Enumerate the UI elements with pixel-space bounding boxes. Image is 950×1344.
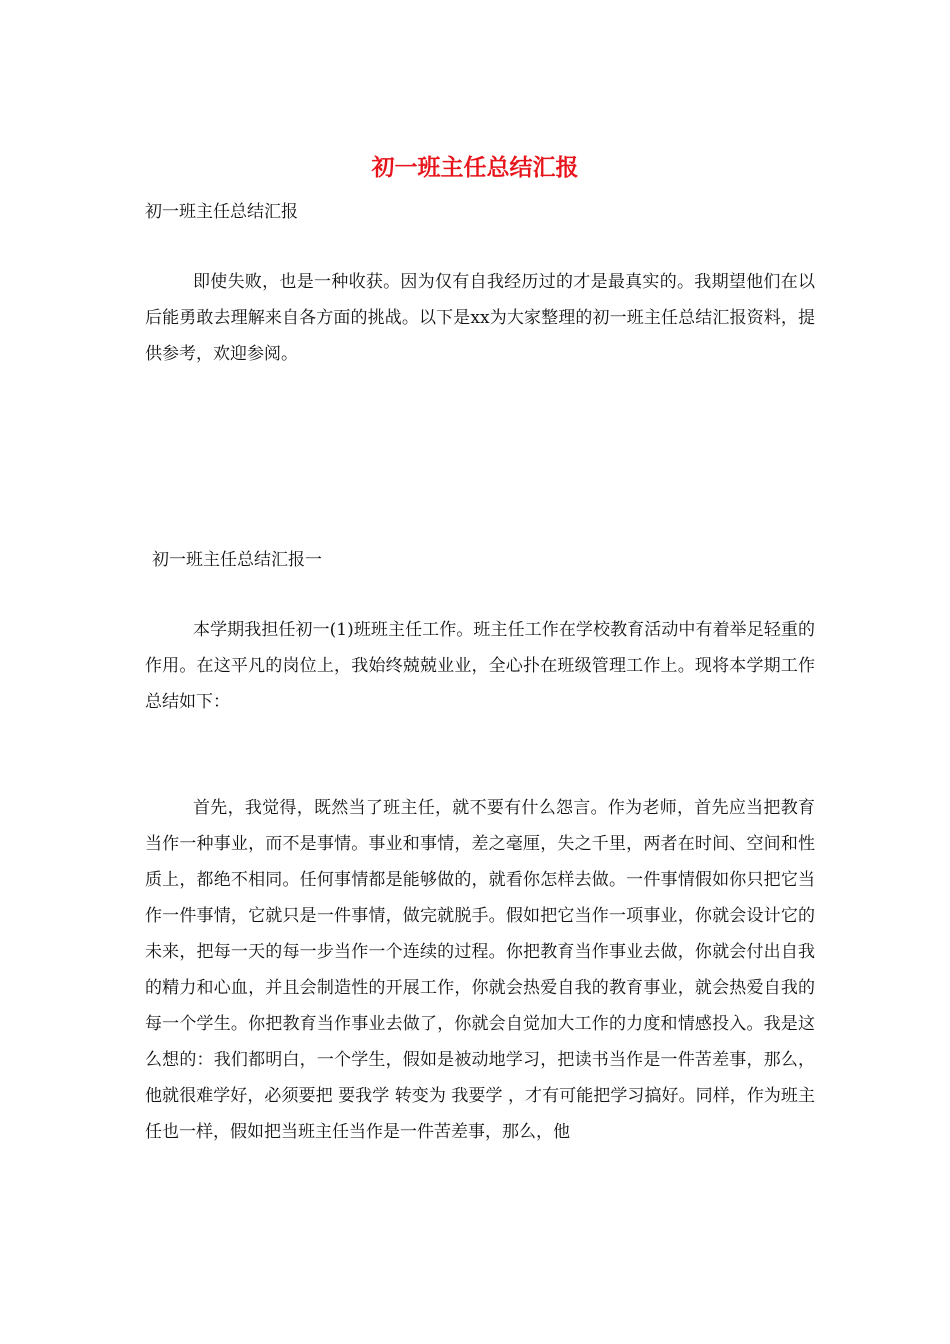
intro-paragraph: 即使失败，也是一种收获。因为仅有自我经历过的才是最真实的。我期望他们在以后能勇敢去理解来自各方面的挑战。以下是xx为大家整理的初一班主任总结汇报资料，提供参考，欢迎参阅。 — [145, 272, 815, 364]
section-paragraph: 本学期我担任初一(1)班班主任工作。班主任工作在学校教育活动中有着举足轻重的作用。在这平凡的岗位上，我始终兢兢业业，全心扑在班级管理工作上。现将本学期工作总结如下： — [145, 620, 815, 712]
section-heading: 初一班主任总结汇报一 — [152, 550, 322, 570]
document-title: 初一班主任总结汇报 — [371, 154, 579, 181]
section-paragraph: 首先，我觉得，既然当了班主任，就不要有什么怨言。作为老师，首先应当把教育当作一种事业，而不是事情。事业和事情，差之毫厘，失之千里，两者在时间、空间和性质上，都绝不相同。任何事情都是能够做的，就看你怎样去做。一件事情假如你只把它当作一件事情，它就只是一件事情，做完就脱手。假如把它当作一项事业，你就会设计它的未来，把每一天的每一步当作一个连续的过程。你把教育当作事业去做，你就会付出自我的精力和心血，并且会制造性的开展工作，你就会热爱自我的教育事业，就会热爱自我的每一个学生。你把教育当作事业去做了，你就会自觉加大工作的力度和情感投入。我是这么想的：我们都明白，一个学生，假如是被动地学习，把读书当作是一件苦差事，那么，他就很难学好，必须要把 要我学 转变为 我要学 ，才有可能把学习搞好。同样，作为班主任也一样，假如把当班主任当作是一件苦差事，那么，他 — [145, 798, 815, 1142]
document-subtitle: 初一班主任总结汇报 — [145, 202, 298, 222]
